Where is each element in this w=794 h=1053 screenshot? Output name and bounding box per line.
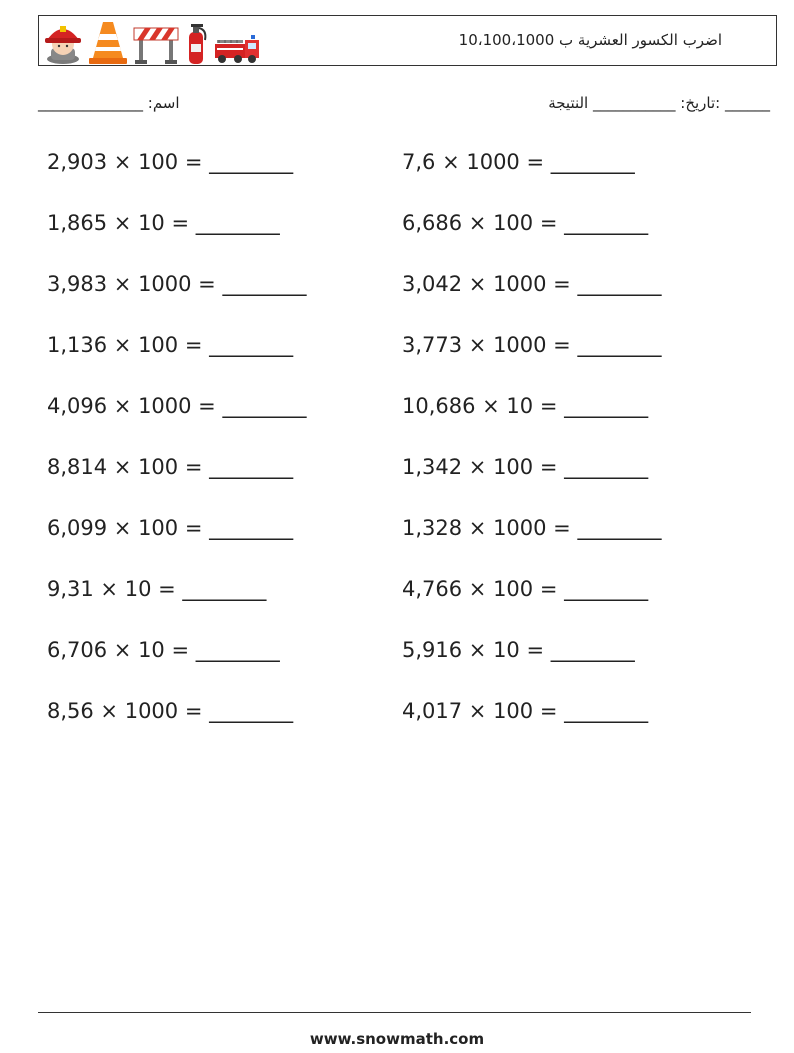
problem-item: 10,686 × 10 = ________ <box>402 394 649 418</box>
problem-item: 8,814 × 100 = ________ <box>47 455 294 479</box>
name-field: ______________ :اسم <box>38 94 180 112</box>
problem-item: 2,903 × 100 = ________ <box>47 150 294 174</box>
problem-item: 4,017 × 100 = ________ <box>402 699 649 723</box>
fire-truck-icon <box>213 34 261 64</box>
footer-website: www.snowmath.com <box>309 1030 485 1048</box>
problem-item: 1,136 × 100 = ________ <box>47 333 294 357</box>
problem-item: 3,983 × 1000 = ________ <box>47 272 307 296</box>
problem-item: 1,865 × 10 = ________ <box>47 211 280 235</box>
problem-item: 7,6 × 1000 = ________ <box>402 150 635 174</box>
firefighter-icon <box>43 20 83 64</box>
problem-item: 5,916 × 10 = ________ <box>402 638 635 662</box>
footer-divider <box>38 1012 751 1013</box>
problem-item: 8,56 × 1000 = ________ <box>47 699 294 723</box>
problem-item: 1,328 × 1000 = ________ <box>402 516 662 540</box>
problem-item: 1,342 × 100 = ________ <box>402 455 649 479</box>
worksheet-title: اضرب الكسور العشرية ب 10،100،1000 <box>458 31 722 49</box>
worksheet-header <box>38 15 777 66</box>
date-score-field: ______ :تاريخ: ___________ النتيجة <box>548 94 770 112</box>
problem-item: 4,766 × 100 = ________ <box>402 577 649 601</box>
problem-item: 4,096 × 1000 = ________ <box>47 394 307 418</box>
header-icons <box>43 18 261 64</box>
problem-item: 9,31 × 10 = ________ <box>47 577 267 601</box>
traffic-cone-icon <box>87 20 129 64</box>
problem-item: 3,042 × 1000 = ________ <box>402 272 662 296</box>
fire-extinguisher-icon <box>183 20 209 64</box>
problem-item: 3,773 × 1000 = ________ <box>402 333 662 357</box>
problem-item: 6,706 × 10 = ________ <box>47 638 280 662</box>
problem-item: 6,099 × 100 = ________ <box>47 516 294 540</box>
road-barrier-icon <box>133 20 179 64</box>
problem-item: 6,686 × 100 = ________ <box>402 211 649 235</box>
